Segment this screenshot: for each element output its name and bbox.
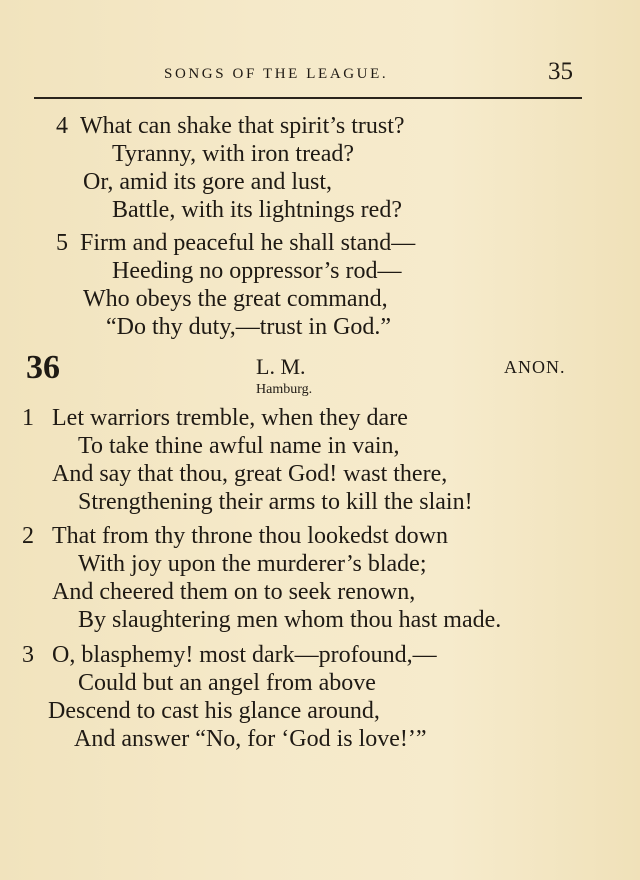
stanza-line: And cheered them on to seek renown, bbox=[52, 579, 416, 605]
stanza-line: 4 What can shake that spirit’s trust? bbox=[56, 113, 405, 139]
stanza-line: 3 O, blasphemy! most dark—profound,— bbox=[22, 642, 437, 668]
hymn-author: ANON. bbox=[504, 357, 566, 377]
stanza-line: And say that thou, great God! wast there, bbox=[52, 461, 448, 487]
stanza-line: 2 That from thy throne thou lookedst down bbox=[22, 523, 448, 549]
hymn-number: 36 bbox=[26, 349, 60, 386]
stanza-number: 2 bbox=[22, 523, 34, 549]
running-title: SONGS OF THE LEAGUE. bbox=[164, 66, 389, 82]
page-header bbox=[0, 58, 640, 94]
stanza-line: Strengthening their arms to kill the slain! bbox=[78, 489, 473, 515]
stanza-line: “Do thy duty,—trust in God.” bbox=[106, 314, 392, 340]
header-rule bbox=[34, 97, 582, 99]
stanza-number: 1 bbox=[22, 405, 34, 431]
page-number: 35 bbox=[548, 58, 573, 85]
stanza-number: 4 bbox=[56, 113, 68, 139]
stanza-line: 5 Firm and peaceful he shall stand— bbox=[56, 230, 416, 256]
stanza-line: To take thine awful name in vain, bbox=[78, 433, 400, 459]
stanza-line: By slaughtering men whom thou hast made. bbox=[78, 607, 502, 633]
stanza-line: And answer “No, for ‘God is love!’” bbox=[74, 726, 427, 752]
stanza-line: 1 Let warriors tremble, when they dare bbox=[22, 405, 408, 431]
stanza-line: Tyranny, with iron tread? bbox=[112, 141, 355, 167]
stanza-line: With joy upon the murderer’s blade; bbox=[78, 551, 427, 577]
stanza-line: Who obeys the great command, bbox=[83, 286, 388, 312]
stanza-line: Could but an angel from above bbox=[78, 670, 376, 696]
stanza-line: Heeding no oppressor’s rod— bbox=[112, 258, 402, 284]
stanza-line: Battle, with its lightnings red? bbox=[112, 197, 402, 223]
stanza-line: Descend to cast his glance around, bbox=[48, 698, 380, 724]
stanza-number: 5 bbox=[56, 230, 68, 256]
hymn-meter: L. M. bbox=[256, 354, 306, 379]
stanza-line: Or, amid its gore and lust, bbox=[83, 169, 332, 195]
stanza-number: 3 bbox=[22, 642, 34, 668]
hymn-tune: Hamburg. bbox=[256, 382, 313, 397]
